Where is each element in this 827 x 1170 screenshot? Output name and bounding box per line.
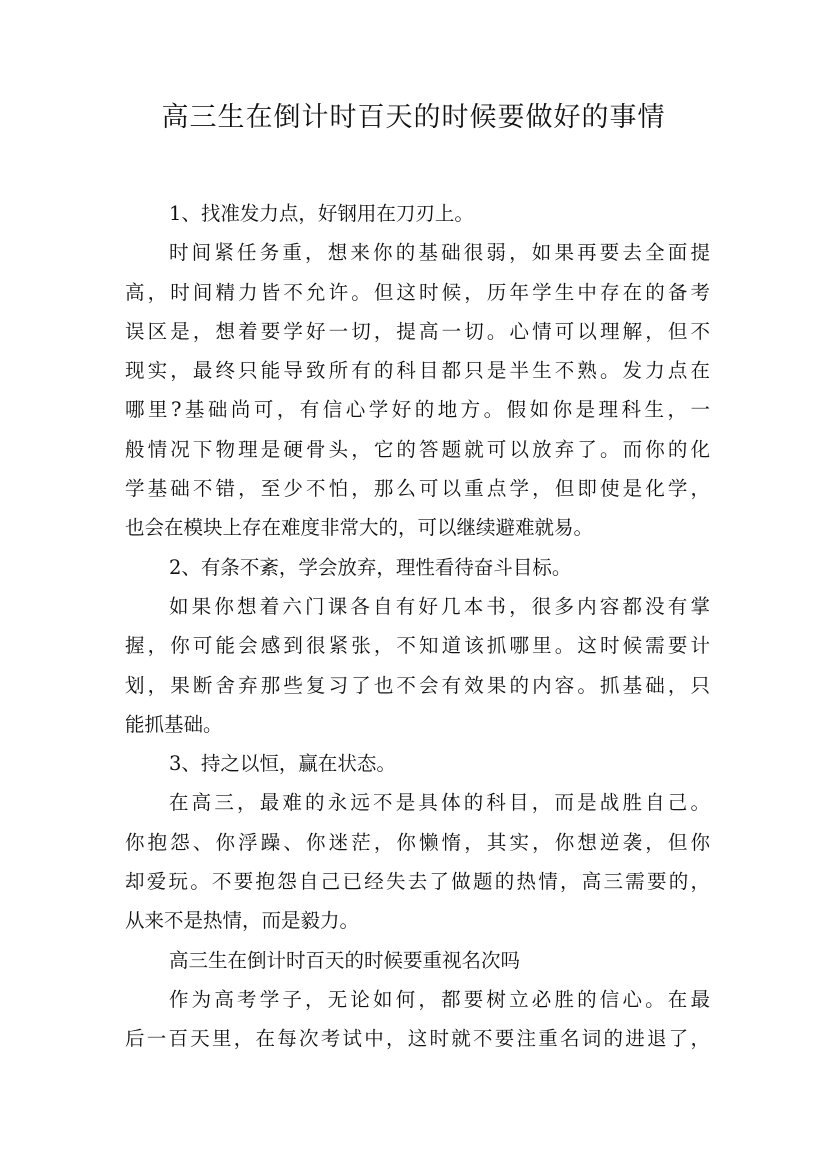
paragraph-line: 能抓基础。 xyxy=(125,712,223,736)
paragraph-line: 却爱玩。不要抱怨自己已经失去了做题的热情，高三需要的， xyxy=(125,870,710,894)
paragraph-line: 从来不是热情，而是毅力。 xyxy=(125,909,360,933)
paragraph-line: 时间紧任务重，想来你的基础很弱，如果再要去全面提 xyxy=(169,241,710,265)
paragraph-line: 作为高考学子，无论如何，都要树立必胜的信心。在最 xyxy=(169,987,710,1011)
paragraph-line: 你抱怨、你浮躁、你迷茫，你懒惰，其实，你想逆袭，但你 xyxy=(125,830,710,854)
paragraph-line: 现实，最终只能导致所有的科目都只是半生不熟。发力点在 xyxy=(125,359,710,383)
section-heading-2: 2、有条不紊，学会放弃，理性看待奋斗目标。 xyxy=(169,555,572,579)
paragraph-line: 高，时间精力皆不允许。但这时候，历年学生中存在的备考 xyxy=(125,280,710,304)
paragraph-line: 在高三，最难的永远不是具体的科目，而是战胜自己。 xyxy=(169,791,710,815)
paragraph-line: 哪里?基础尚可，有信心学好的地方。假如你是理科生，一 xyxy=(125,398,710,422)
paragraph-line: 后一百天里，在每次考试中，这时就不要注重名词的进退了， xyxy=(125,1027,710,1051)
paragraph-line: 如果你想着六门课各自有好几本书，很多内容都没有掌 xyxy=(169,594,710,618)
paragraph-line: 划，果断舍弃那些复习了也不会有效果的内容。抓基础，只 xyxy=(125,673,710,697)
section-heading-4: 高三生在倒计时百天的时候要重视名次吗 xyxy=(169,948,521,972)
section-heading-3: 3、持之以恒，赢在状态。 xyxy=(169,752,396,776)
paragraph-line: 也会在模块上存在难度非常大的，可以继续避难就易。 xyxy=(125,516,594,540)
section-heading-1: 1、找准发力点，好钢用在刀刃上。 xyxy=(169,202,474,225)
document-title: 高三生在倒计时百天的时候要做好的事情 xyxy=(161,102,666,133)
paragraph-line: 学基础不错，至少不怕，那么可以重点学，但即使是化学， xyxy=(125,477,710,501)
paragraph-line: 般情况下物理是硬骨头，它的答题就可以放弃了。而你的化 xyxy=(125,437,710,461)
document-body xyxy=(125,194,710,1059)
paragraph-line: 握，你可能会感到很紧张，不知道该抓哪里。这时候需要计 xyxy=(125,634,710,658)
paragraph-line: 误区是，想着要学好一切，提高一切。心情可以理解，但不 xyxy=(125,319,710,343)
